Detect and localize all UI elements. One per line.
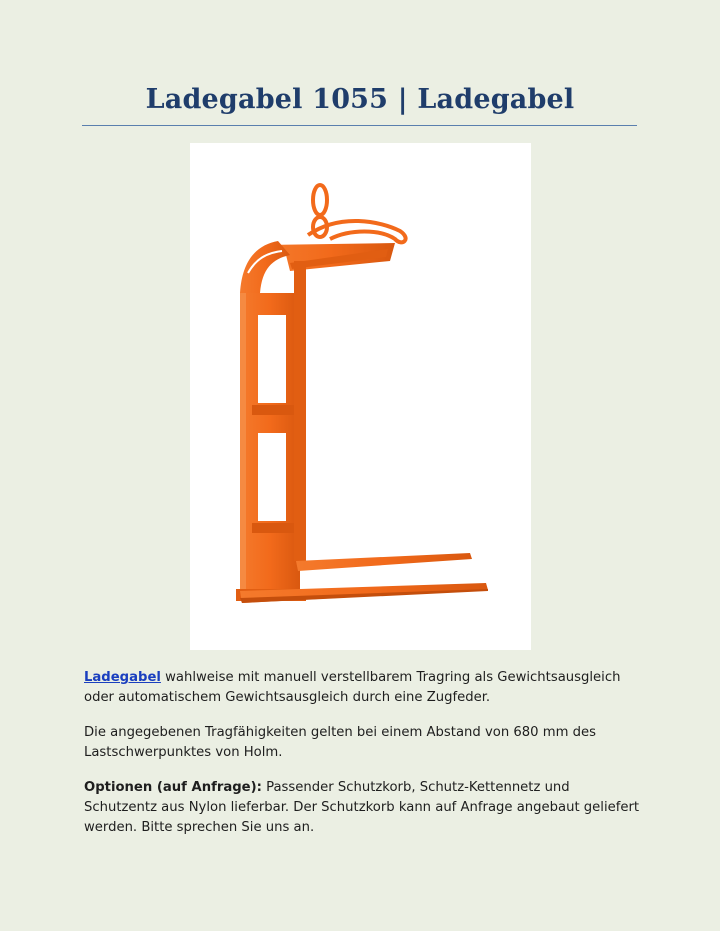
title-divider [82, 125, 637, 126]
intro-paragraph [84, 668, 644, 708]
capacity-paragraph: Die angegebenen Tragfähigkeiten gelten bei einem Abstand von 680 mm des Lastschwerpunktes von Holm. [84, 725, 596, 760]
lifting-ring [308, 185, 406, 242]
ladegabel-link[interactable]: Ladegabel [84, 670, 161, 685]
intro-text: wahlweise mit manuell verstellbarem Tragring als Gewichtsausgleich oder automatischem Gewichtsausgleich durch eine Zugfeder. [84, 670, 621, 705]
product-image [190, 143, 531, 650]
options-paragraph [84, 778, 644, 838]
upper-fork [296, 553, 472, 571]
options-label: Optionen (auf Anfrage): [84, 780, 262, 795]
options-text: Passender Schutzkorb, Schutz-Kettennetz und Schutzentz aus Nylon lieferbar. Der Schutzkorb kann auf Anfrage angebaut geliefert werden. Bitte sprechen Sie uns an. [84, 780, 640, 835]
page-title: Ladegabel 1055 | Ladegabel [145, 84, 575, 115]
